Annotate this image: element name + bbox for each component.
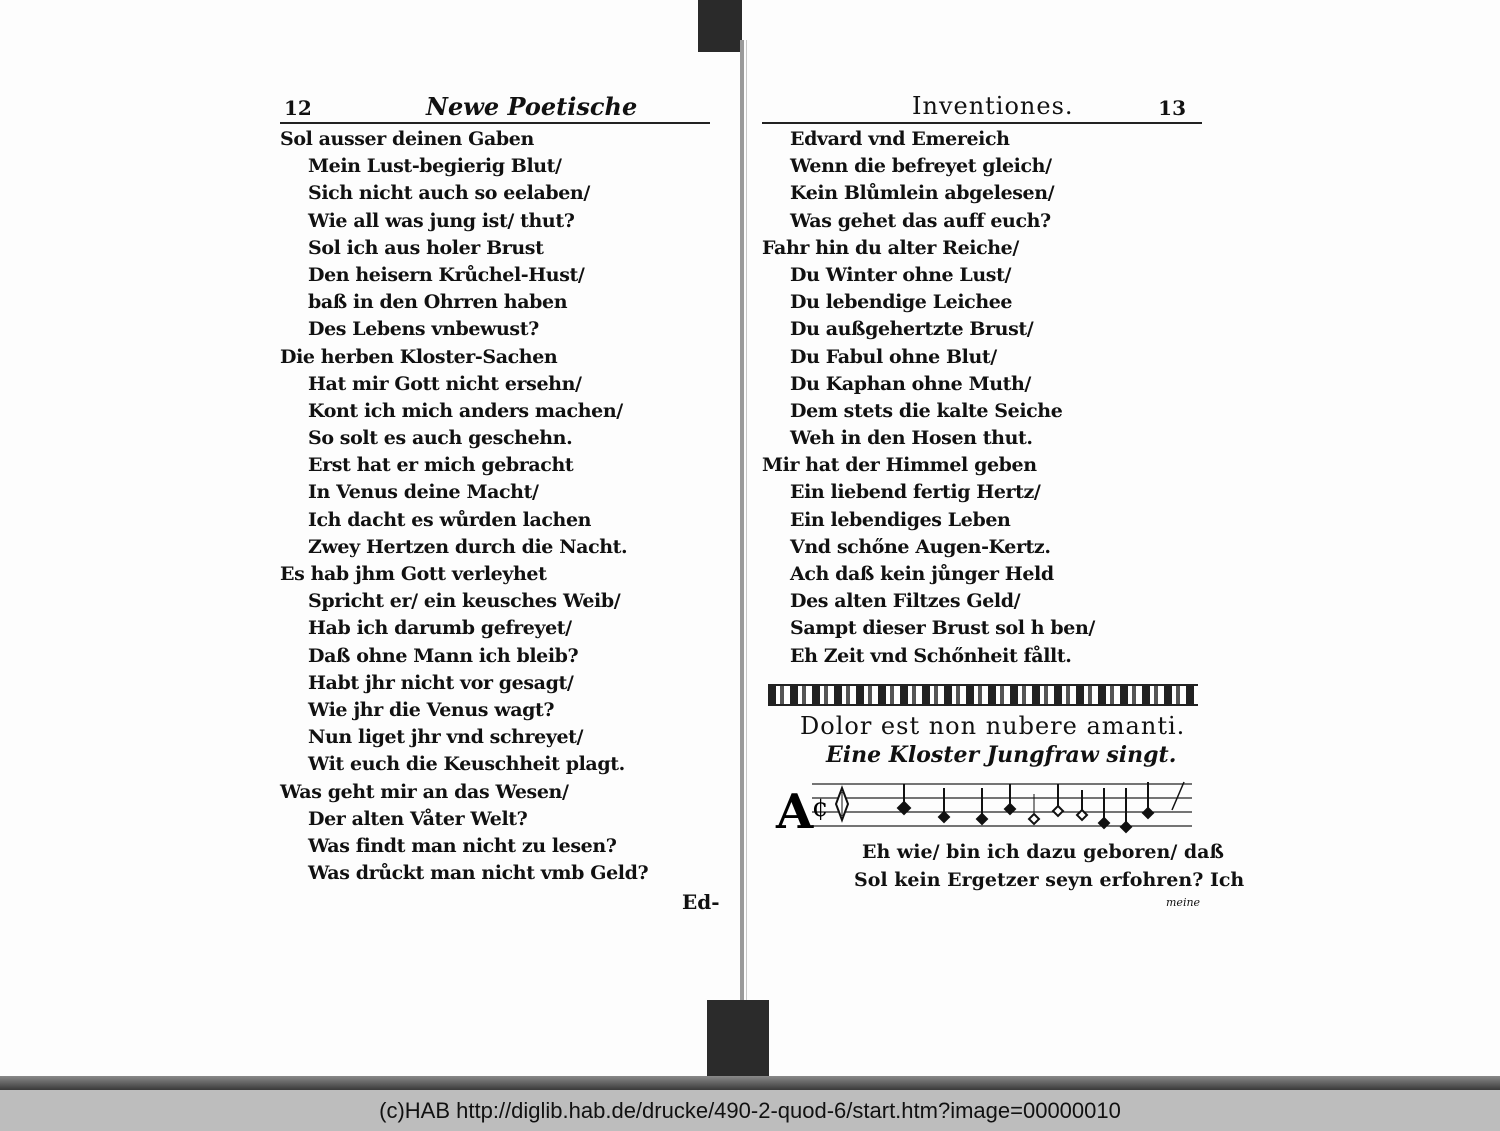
poem-line: Wie all was jung ist/ thut? [308, 209, 575, 232]
poem-line: Mein Lust-begierig Blut/ [308, 155, 562, 178]
poem-line: Wenn die befreyet gleich/ [790, 155, 1052, 178]
poem-line: Was gehet das auff euch? [790, 209, 1051, 232]
music-notation [772, 774, 1202, 838]
poem-line: Du Winter ohne Lust/ [790, 263, 1012, 286]
poem-line: So solt es auch geschehn. [308, 427, 573, 450]
catchword: Ed- [682, 890, 720, 914]
poem-line: Mir hat der Himmel geben [762, 454, 1037, 477]
poem-line: Sampt dieser Brust sol h ben/ [790, 617, 1095, 640]
binding-shadow-top [698, 0, 742, 52]
page-number: 12 [284, 96, 312, 120]
poem-line: Eh Zeit vnd Schőnheit fållt. [790, 644, 1072, 667]
poem-line: Des Lebens vnbewust? [308, 318, 539, 341]
poem-line: Ein lebendiges Leben [790, 508, 1011, 531]
right-page [762, 88, 1245, 894]
song-lyrics-line: Sol kein Ergetzer seyn erfohren? Ich [854, 868, 1245, 891]
running-title: Newe Poetische [426, 92, 638, 121]
svg-text:¢: ¢ [812, 792, 829, 823]
poem-line: Du außgehertzte Brust/ [790, 318, 1034, 341]
book-gutter-line [746, 40, 747, 1000]
song-lyrics-line: Eh wie/ bin ich dazu geboren/ daß [862, 840, 1224, 863]
poem-line: Des alten Filtzes Geld/ [790, 590, 1021, 613]
source-url-footer: (c)HAB http://diglib.hab.de/drucke/490-2-quod-6/start.htm?image=00000010 [0, 1090, 1500, 1131]
left-page-header [280, 88, 710, 124]
left-page [280, 88, 710, 887]
poem-line: Die herben Kloster-Sachen [280, 345, 558, 368]
song-title: Eine Kloster Jungfraw singt. [826, 741, 1177, 768]
scan-bottom-edge [0, 1076, 1500, 1090]
book-gutter [740, 40, 744, 1000]
poem-line: Spricht er/ ein keusches Weib/ [308, 590, 621, 613]
poem-line: Zwey Hertzen durch die Nacht. [308, 535, 628, 558]
poem-line: Edvard vnd Emereich [790, 128, 1010, 150]
poem-text [280, 126, 710, 887]
page-number: 13 [1158, 96, 1186, 120]
poem-line: Habt jhr nicht vor gesagt/ [308, 671, 574, 694]
poem-line: Du Kaphan ohne Muth/ [790, 372, 1031, 395]
poem-line: Dem stets die kalte Seiche [790, 399, 1063, 422]
poem-line: Sol ich aus holer Brust [308, 236, 544, 259]
catchword: meine [1166, 896, 1201, 909]
poem-line: Wit euch die Keuschheit plagt. [308, 753, 625, 776]
right-page-header [762, 88, 1202, 124]
poem-line: Wie jhr die Venus wagt? [308, 698, 555, 721]
poem-line: Was drůckt man nicht vmb Geld? [308, 862, 649, 885]
poem-line: baß in den Ohrren haben [308, 291, 568, 314]
motto: Dolor est non nubere amanti. [800, 711, 1186, 740]
poem-text [762, 126, 1202, 670]
poem-line: Fahr hin du alter Reiche/ [762, 236, 1019, 259]
poem-line: Ich dacht es wůrden lachen [308, 508, 592, 531]
poem-line: Sich nicht auch so eelaben/ [308, 182, 590, 205]
poem-line: In Venus deine Macht/ [308, 481, 539, 504]
poem-line: Kont ich mich anders machen/ [308, 399, 623, 422]
poem-line: Sol ausser deinen Gaben [280, 128, 534, 150]
poem-line: Ein liebend fertig Hertz/ [790, 481, 1041, 504]
svg-text:A: A [776, 783, 814, 838]
poem-line: Vnd schőne Augen-Kertz. [790, 535, 1051, 558]
poem-line: Es hab jhm Gott verleyhet [280, 563, 547, 585]
poem-line: Ach daß kein jůnger Held [790, 563, 1054, 585]
poem-line: Du lebendige Leichee [790, 291, 1013, 314]
poem-line: Was findt man nicht zu lesen? [308, 834, 617, 857]
poem-line: Hat mir Gott nicht ersehn/ [308, 372, 582, 395]
poem-line: Nun liget jhr vnd schreyet/ [308, 726, 584, 749]
poem-line: Daß ohne Mann ich bleib? [308, 644, 579, 667]
poem-line: Was geht mir an das Wesen/ [280, 780, 569, 803]
poem-line: Kein Blůmlein abgelesen/ [790, 182, 1055, 205]
poem-line: Erst hat er mich gebracht [308, 454, 574, 477]
poem-line: Der alten Våter Welt? [308, 807, 528, 830]
poem-line: Du Fabul ohne Blut/ [790, 345, 997, 368]
binding-shadow-bottom [707, 1000, 769, 1078]
ornament-divider [768, 684, 1198, 706]
music-staff-icon [772, 774, 1202, 838]
poem-line: Weh in den Hosen thut. [790, 427, 1033, 450]
poem-line: Den heisern Krůchel-Hust/ [308, 263, 585, 286]
poem-line: Hab ich darumb gefreyet/ [308, 617, 572, 640]
running-title: Inventiones. [912, 92, 1074, 120]
